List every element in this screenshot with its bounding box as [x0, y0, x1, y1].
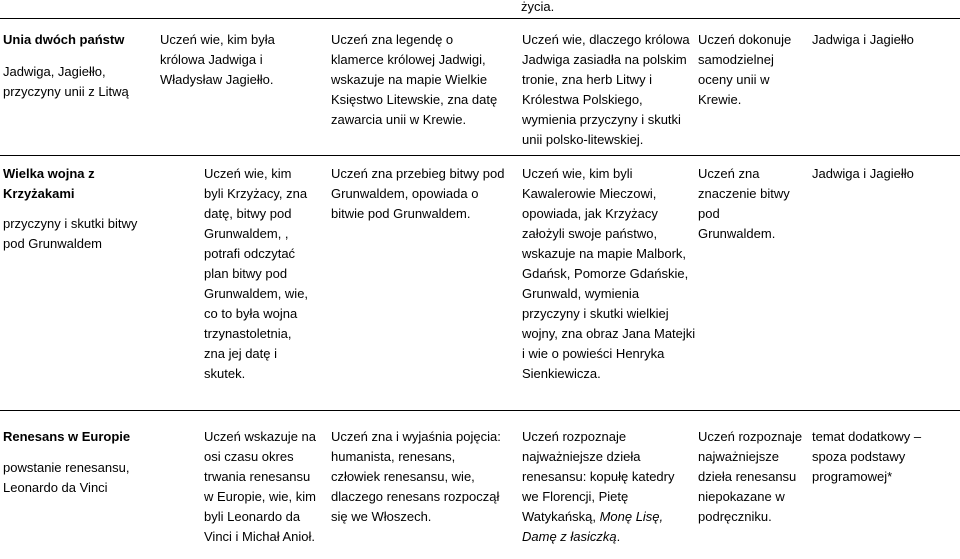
requirement-cell: Uczeń zna i wyjaśnia pojęcia: humanista, renesans, człowiek renesansu, wie, dlaczego renesans rozpoczął się we Włoszech.	[331, 429, 501, 524]
topic-title: Unia dwóch państw	[3, 32, 125, 47]
requirement-cell: Uczeń zna przebieg bitwy pod Grunwaldem, opowiada o bitwie pod Grunwaldem.	[331, 166, 505, 221]
artwork-title: Damę z łasiczką	[522, 529, 617, 544]
requirement-cell: Uczeń zna znaczenie bitwy pod Grunwaldem.	[698, 166, 790, 241]
lesson-topic: temat dodatkowy – spoza podstawy programowej*	[812, 429, 922, 484]
requirement-cell: Uczeń wskazuje na osi czasu okres trwania renesansu w Europie, wie, kim byli Leonardo da Vinci i Michał Anioł.	[204, 429, 316, 544]
requirement-cell: Uczeń wie, dlaczego królowa Jadwiga zasiadła na polskim tronie, zna herb Litwy i Królestwa Polskiego, wymienia przyczyny i skutki unii polsko-litewskiej.	[522, 32, 690, 147]
text-segment: Uczeń rozpoznaje najważniejsze dzieła renesansu: kopułę katedry we Florencji, Pietę Watykańską,	[522, 429, 675, 524]
row-divider	[0, 18, 960, 19]
lesson-topic: Jadwiga i Jagiełło	[812, 166, 914, 181]
requirement-cell: Uczeń dokonuje samodzielnej oceny unii w Krewie.	[698, 32, 792, 107]
artwork-title: Monę Lisę,	[599, 509, 664, 524]
lesson-topic: Jadwiga i Jagiełło	[812, 32, 914, 47]
requirement-cell: Uczeń zna legendę o klamerce królowej Jadwigi, wskazuje na mapie Wielkie Księstwo Litewskie, zna datę zawarcia unii w Krewie.	[331, 32, 498, 127]
topic-title: Wielka wojna z Krzyżakami	[3, 166, 95, 201]
row-divider	[0, 410, 960, 411]
topic-items: powstanie renesansu, Leonardo da Vinci	[3, 460, 130, 495]
requirement-cell	[522, 427, 687, 547]
requirement-cell: Uczeń wie, kim byli Krzyżacy, zna datę, bitwy pod Grunwaldem, , potrafi odczytać plan bitwy pod Grunwaldem, wie, co to była wojna trzynastoletnia, zna jej datę i skutek.	[204, 166, 309, 381]
text-segment: .	[616, 529, 621, 544]
continued-text-fragment: życia.	[521, 0, 555, 14]
requirement-cell: Uczeń wie, kim była królowa Jadwiga i Władysław Jagiełło.	[160, 32, 275, 87]
topic-title: Renesans w Europie	[3, 429, 131, 444]
topic-items: przyczyny i skutki bitwy pod Grunwaldem	[3, 216, 138, 251]
requirement-cell: Uczeń wie, kim byli Kawalerowie Mieczowi, opowiada, jak Krzyżacy założyli swoje państwo, wskazuje na mapie Malbork, Gdańsk, Pomorze Gdańskie, Grunwald, wymienia przyczyny i skutki wielkiej wojny, zna obraz Jana Matejki i wie o powieści Henryka Sienkiewicza.	[522, 166, 696, 381]
topic-items: Jadwiga, Jagiełło, przyczyny unii z Litwą	[3, 64, 129, 99]
requirement-cell: Uczeń rozpoznaje najważniejsze dzieła renesansu niepokazane w podręczniku.	[698, 429, 803, 524]
row-divider	[0, 155, 960, 156]
